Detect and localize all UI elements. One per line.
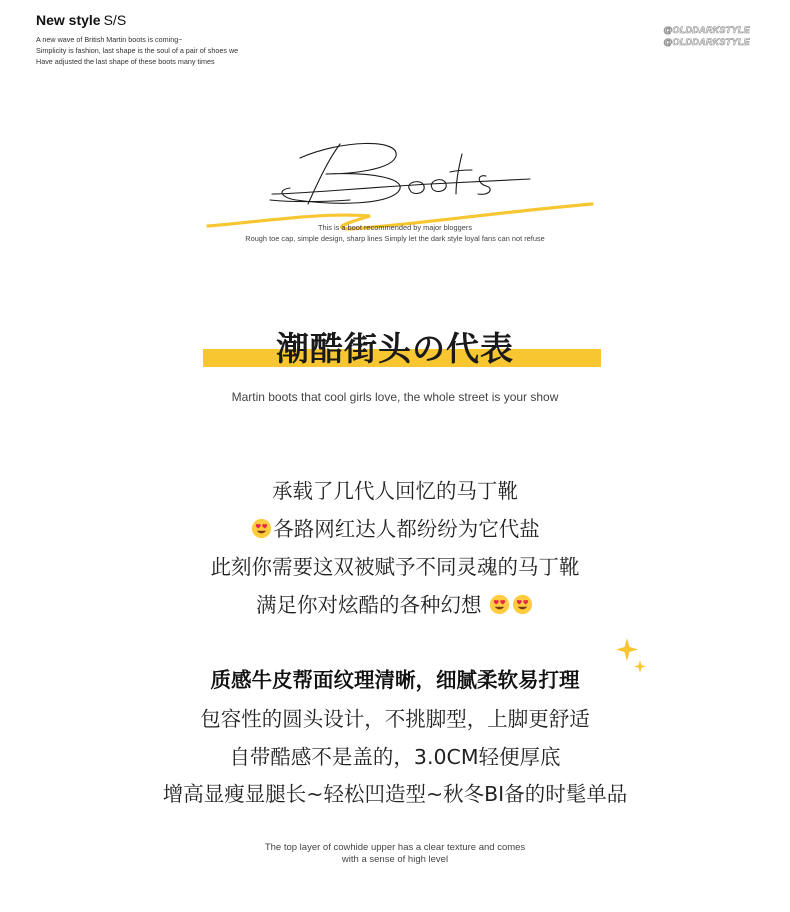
- brand-season: S/S: [103, 12, 127, 28]
- heart-eyes-icon: [251, 518, 272, 539]
- body-line: 此刻你需要这双被赋予不同灵魂的马丁靴: [210, 555, 580, 579]
- body-line: 包容性的圆头设计，不挑脚型，上脚更舒适: [200, 707, 590, 731]
- logo-script: [270, 143, 530, 204]
- brand-name: New style: [36, 12, 101, 28]
- body-line: 承载了几代人回忆的马丁靴: [272, 479, 518, 503]
- body-line-text: 各路网红达人都纷纷为它代盐: [273, 517, 540, 541]
- body-line: 增高显瘦显腿长~轻松凹造型~秋冬BI备的时髦单品: [162, 782, 628, 806]
- footer-caption: [0, 842, 790, 866]
- intro-line: A new wave of British Martin boots is coming~: [36, 35, 183, 44]
- body-line: 自带酷感不是盖的，3.0CM轻便厚底: [229, 745, 561, 769]
- footer-line: The top layer of cowhide upper has a clear texture and comes: [264, 842, 526, 853]
- heart-eyes-icon: [489, 594, 510, 615]
- body-line-with-emoji: [0, 588, 790, 618]
- watermark: [663, 24, 750, 48]
- watermark-line: @OLDDARKSTYLE: [663, 37, 750, 47]
- intro-line: Have adjusted the last shape of these boots many times: [36, 57, 215, 66]
- watermark-line: @OLDDARKSTYLE: [663, 25, 750, 35]
- body-line-bold: 质感牛皮帮面纹理清晰，细腻柔软易打理: [210, 668, 580, 692]
- footer-line: with a sense of high level: [341, 854, 449, 865]
- body-line-with-emoji: [0, 512, 790, 542]
- section-title: 潮酷街头の代表: [276, 329, 514, 368]
- intro-line: Simplicity is fashion, last shape is the soul of a pair of shoes we: [36, 46, 239, 55]
- section-subtitle: Martin boots that cool girls love, the whole street is your show: [231, 390, 559, 404]
- body-line-text: 满足你对炫酷的各种幻想: [255, 593, 482, 617]
- heart-eyes-icon: [512, 594, 533, 615]
- intro-text: [36, 34, 238, 67]
- logo-caption: [0, 222, 790, 244]
- logo-caption-line: Rough toe cap, simple design, sharp lines Simply let the dark style loyal fans can not refuse: [245, 234, 545, 243]
- logo-caption-line: This is a boot recommended by major bloggers: [317, 223, 473, 232]
- brand-heading: [36, 12, 126, 28]
